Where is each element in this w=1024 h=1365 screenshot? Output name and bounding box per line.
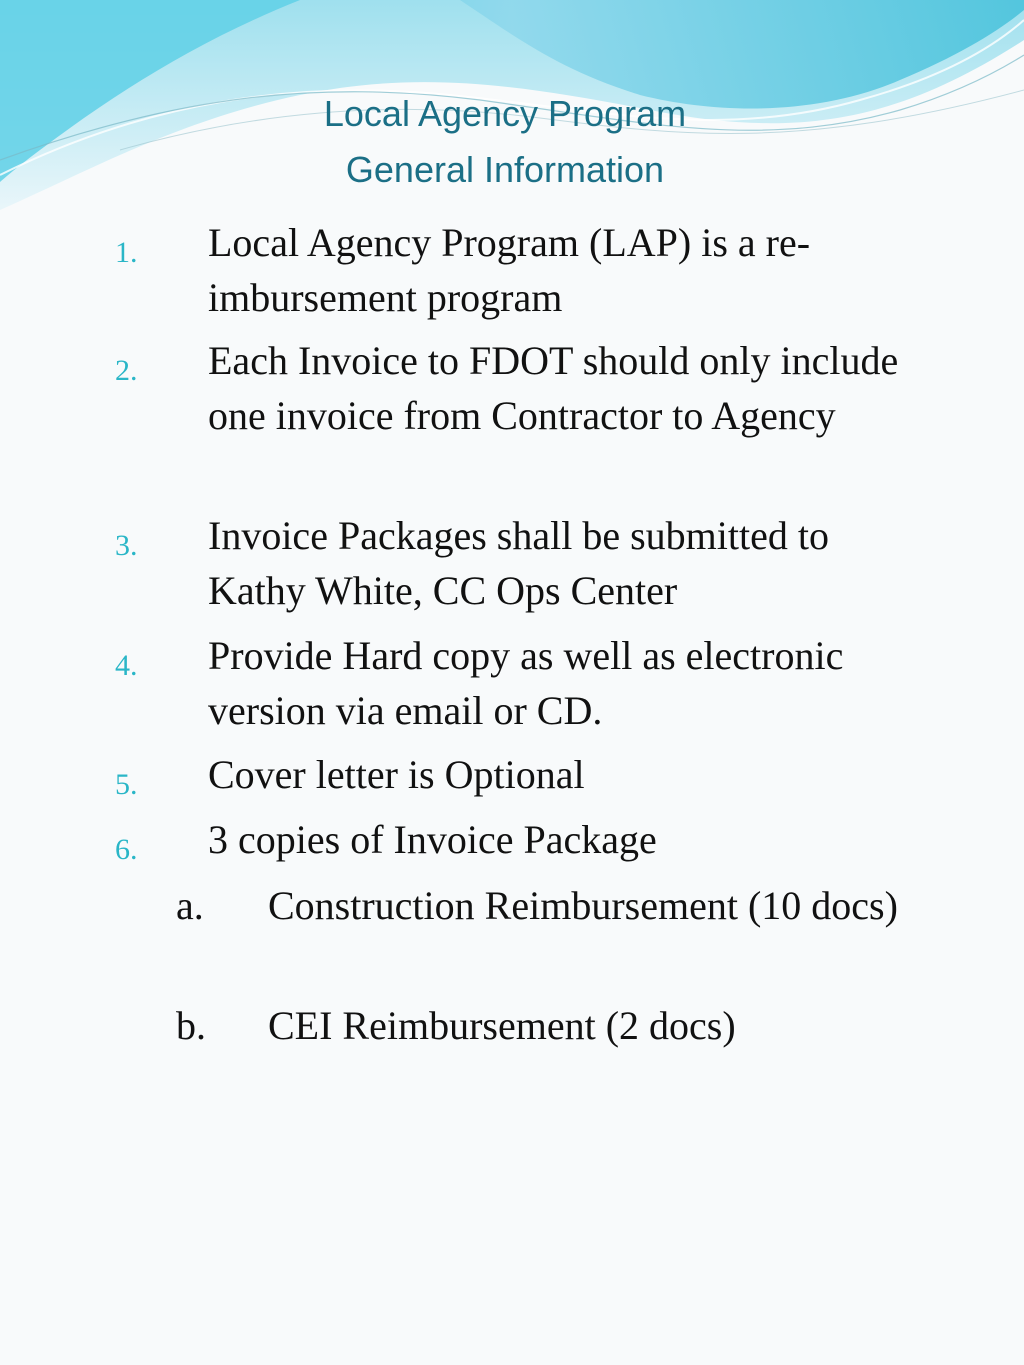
list-item-number: 1.: [115, 236, 138, 269]
list-item-text: Cover letter is Optional: [208, 752, 585, 797]
sub-list-item-text: Construction Reimbursement (10 docs): [268, 883, 898, 928]
list-item-number: 4.: [115, 649, 138, 682]
list-item-number: 6.: [115, 833, 138, 866]
list-item-text: Provide Hard copy as well as electronic version via email or CD.: [208, 633, 844, 733]
list-item-number: 2.: [115, 354, 138, 387]
sub-list-item-letter: a.: [176, 883, 204, 928]
list-item-text: Invoice Packages shall be submitted to Kathy White, CC Ops Center: [208, 513, 829, 613]
slide-title-line-1: Local Agency Program: [323, 93, 687, 134]
list-item-text: 3 copies of Invoice Package: [208, 817, 657, 862]
sub-list-item-letter: b.: [176, 1003, 206, 1048]
slide-title-line-2: General Information: [345, 149, 665, 190]
list-item-number: 3.: [115, 529, 138, 562]
list-item-text: Each Invoice to FDOT should only include one invoice from Contractor to Agency: [208, 338, 899, 438]
slide-title: [0, 86, 1010, 198]
sub-list-item-text: CEI Reimbursement (2 docs): [268, 1003, 736, 1048]
list-item-text: Local Agency Program (LAP) is a re-imbursement program: [208, 220, 811, 320]
list-item-number: 5.: [115, 768, 138, 801]
